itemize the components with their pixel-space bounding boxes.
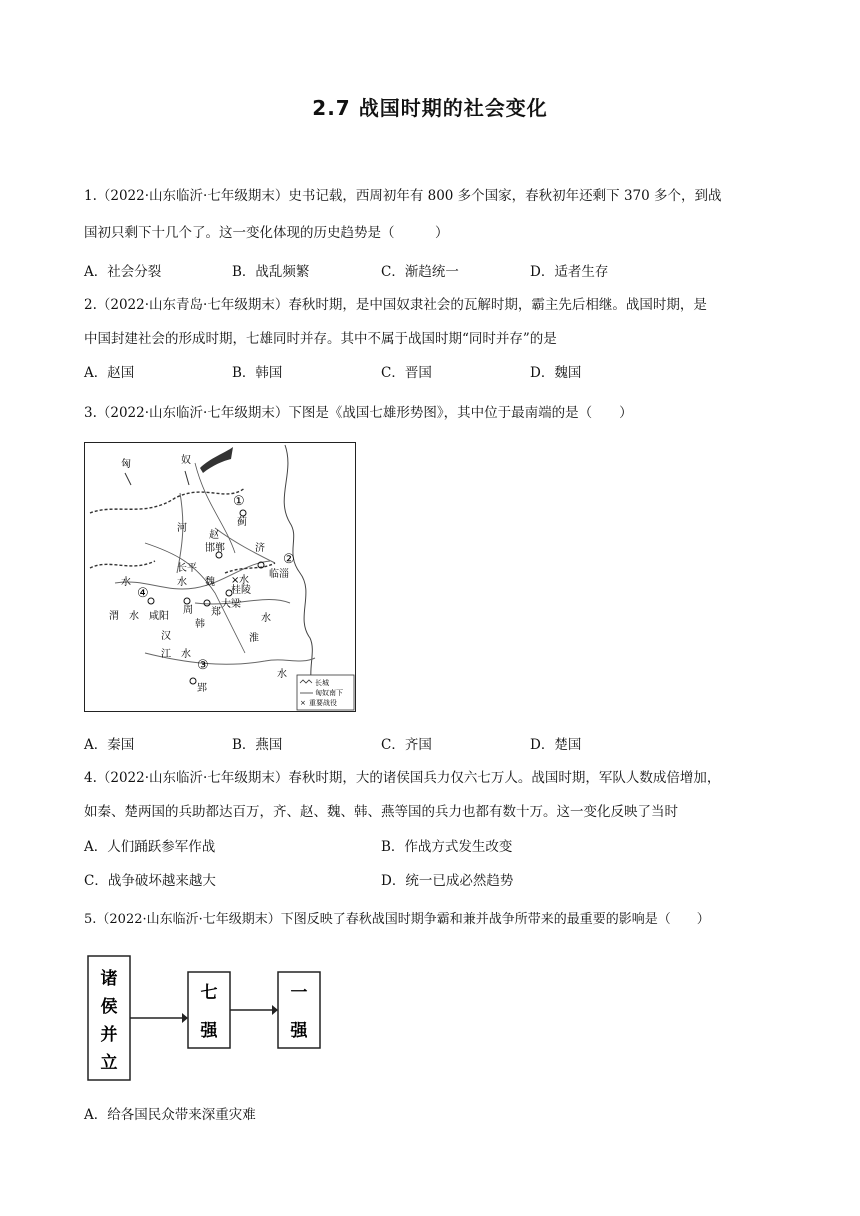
q3-option-c: C．齐国 bbox=[381, 737, 432, 753]
state-border-2 bbox=[145, 543, 245, 653]
label-changping: 长平 bbox=[177, 563, 197, 574]
flow-arrowhead-1-icon bbox=[182, 1013, 188, 1023]
q2-option-b: B．韩国 bbox=[232, 365, 283, 381]
q2-option-a: A．赵国 bbox=[84, 365, 135, 381]
xiongnu-arrow-2-icon bbox=[125, 473, 131, 485]
question-2-text-cont: 中国封建社会的形成时期，七雄同时并存。其中不属于战国时期“同时并存”的是 bbox=[84, 331, 557, 347]
city-dot-ji bbox=[240, 510, 246, 516]
flow-box-3-char-2: 强 bbox=[290, 1021, 308, 1041]
label-guiling: 桂陵 bbox=[231, 585, 251, 596]
question-4-text-cont: 如秦、楚两国的兵助都达百万，齐、赵、魏、韩、燕等国的兵力也都有数十万。这一变化反映了当时 bbox=[84, 804, 678, 820]
flow-box-2-char-1: 七 bbox=[200, 983, 218, 1003]
label-shui-3: 水 bbox=[261, 613, 271, 624]
warring-states-map bbox=[84, 442, 356, 712]
great-wall-west bbox=[90, 561, 155, 568]
label-shui-2: 水 bbox=[129, 611, 139, 622]
question-5-text: 5.（2022·山东临沂·七年级期末）下图反映了春秋战国时期争霸和兼并战争所带来的最重要的影响是（ ） bbox=[84, 912, 710, 927]
label-nu: 奴 bbox=[181, 455, 191, 466]
label-zhou: 周 bbox=[183, 605, 193, 616]
flow-diagram bbox=[84, 952, 324, 1082]
label-xiong: 匈 bbox=[121, 459, 131, 470]
q5-option-a: A．给各国民众带来深重灾难 bbox=[84, 1107, 256, 1123]
q3-option-b: B．燕国 bbox=[232, 737, 283, 753]
label-he: 河 bbox=[177, 523, 187, 534]
label-zheng: 郑 bbox=[211, 607, 221, 618]
q1-option-c: C．渐趋统一 bbox=[381, 264, 459, 280]
map-drawing bbox=[85, 443, 355, 711]
flow-box-1-char-2: 侯 bbox=[100, 997, 118, 1017]
question-4-text: 4.（2022·山东临沂·七年级期末）春秋时期，大的诸侯国兵力仅六七万人。战国时期，军队人数成倍增加， bbox=[84, 770, 721, 786]
number-2: ② bbox=[283, 552, 295, 567]
flow-box-1-char-3: 并 bbox=[100, 1025, 118, 1045]
document-title: 2.7 战国时期的社会变化 bbox=[312, 96, 548, 120]
label-ying: 郢 bbox=[197, 683, 207, 694]
q1-option-b: B．战乱频繁 bbox=[232, 264, 310, 280]
label-shui-4: 水 bbox=[181, 649, 191, 660]
flow-arrowhead-2-icon bbox=[272, 1005, 278, 1015]
label-mashui: 水 bbox=[239, 575, 249, 586]
flow-box-1-char-4: 立 bbox=[100, 1053, 118, 1073]
label-zhao: 赵 bbox=[209, 530, 219, 541]
label-ji-city: 蓟 bbox=[237, 517, 247, 528]
legend-battle-label: 重要战役 bbox=[309, 699, 337, 707]
label-han-river: 汉 bbox=[161, 631, 171, 642]
label-ji: 济 bbox=[255, 543, 265, 554]
question-1-text: 1.（2022·山东临沂·七年级期末）史书记载，西周初年有 800 多个国家，春秋初年还剩下 370 多个，到战 bbox=[84, 188, 722, 204]
q4-option-c: C．战争破坏越来越大 bbox=[84, 873, 216, 889]
flow-box-3-char-1: 一 bbox=[290, 983, 308, 1003]
q1-option-d: D．适者生存 bbox=[530, 264, 609, 280]
great-wall-north bbox=[90, 488, 245, 513]
flow-box-1-char-1: 诸 bbox=[100, 969, 118, 989]
city-dot-zheng bbox=[204, 600, 210, 606]
question-3-text: 3.（2022·山东临沂·七年级期末）下图是《战国七雄形势图》，其中位于最南端的是（ ） bbox=[84, 405, 633, 421]
label-shui-5: 水 bbox=[277, 669, 287, 680]
label-x-mark-1: × bbox=[231, 575, 240, 586]
label-handan: 邯郸 bbox=[205, 543, 225, 554]
label-daliang: 大梁 bbox=[221, 599, 241, 610]
flow-box-2-char-2: 强 bbox=[200, 1021, 218, 1041]
question-1-text-cont: 国初只剩下十几个了。这一变化体现的历史趋势是（ ） bbox=[84, 225, 449, 241]
q2-option-c: C．晋国 bbox=[381, 365, 432, 381]
q2-option-d: D．魏国 bbox=[530, 365, 582, 381]
great-wall-qi bbox=[225, 563, 275, 573]
number-4: ④ bbox=[137, 586, 149, 601]
label-wei-state: 魏 bbox=[205, 577, 215, 588]
q3-option-d: D．楚国 bbox=[530, 737, 582, 753]
label-han-state: 韩 bbox=[195, 619, 205, 630]
legend-arrow-label: 匈奴南下 bbox=[315, 689, 343, 697]
label-shui-1: 水 bbox=[177, 577, 187, 588]
label-linzi: 临淄 bbox=[269, 569, 289, 580]
xiongnu-arrow-3-icon bbox=[185, 471, 189, 485]
q1-option-a: A．社会分裂 bbox=[84, 264, 162, 280]
flow-diagram-drawing bbox=[84, 952, 324, 1082]
q4-option-d: D．统一已成必然趋势 bbox=[381, 873, 514, 889]
xiongnu-arrow-icon bbox=[200, 447, 233, 473]
q4-option-b: B．作战方式发生改变 bbox=[381, 839, 513, 855]
question-2-text: 2.（2022·山东青岛·七年级期末）春秋时期，是中国奴隶社会的瓦解时期，霸主先后相继。战国时期，是 bbox=[84, 297, 707, 313]
label-xianyang: 咸阳 bbox=[149, 611, 169, 622]
q3-option-a: A．秦国 bbox=[84, 737, 135, 753]
label-huai: 淮 bbox=[249, 633, 259, 644]
number-3: ③ bbox=[197, 658, 209, 673]
city-dot-ying bbox=[190, 678, 196, 684]
label-shui-6: 水 bbox=[121, 577, 131, 588]
q4-option-a: A．人们踊跃参军作战 bbox=[84, 839, 216, 855]
label-wei-river: 渭 bbox=[109, 611, 119, 622]
legend-wall-label: 长城 bbox=[315, 679, 329, 687]
label-jiang: 江 bbox=[161, 649, 171, 660]
city-dot-xianyang bbox=[148, 598, 154, 604]
number-1: ① bbox=[233, 494, 245, 509]
legend-battle-mark: × bbox=[300, 699, 306, 707]
city-dot-zhou bbox=[184, 598, 190, 604]
